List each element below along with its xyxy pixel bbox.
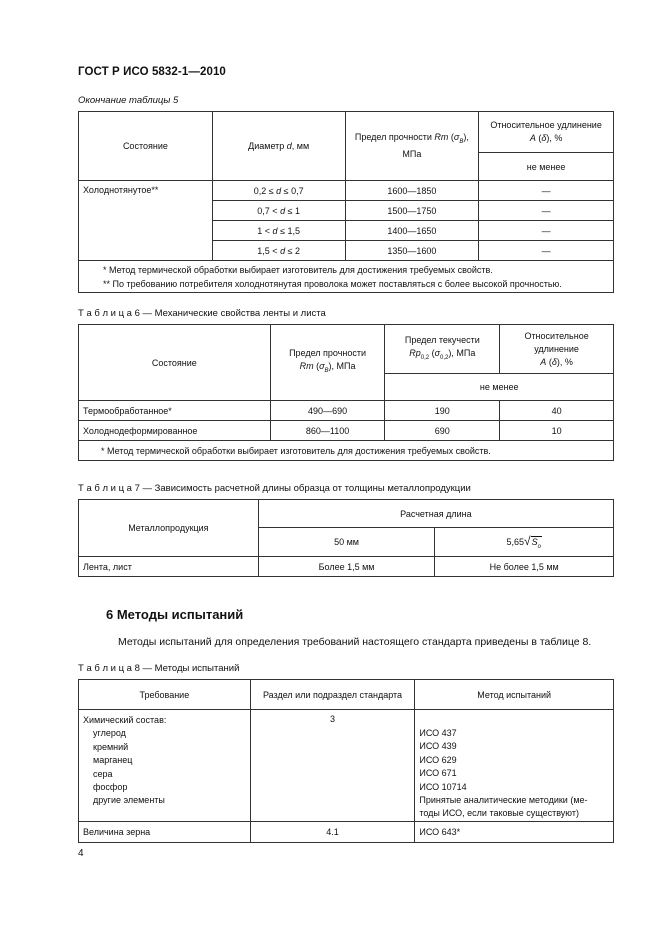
table8-chem-element: кремний (93, 741, 129, 752)
table5-state-cell: Холоднотянутое** (79, 181, 213, 261)
table7-header-product: Металлопродукция (79, 500, 259, 557)
table5-footnote-1: * Метод термической обработки выбирает изготовитель для достижения требуемых свойств. (103, 264, 493, 275)
table6-caption (78, 308, 326, 319)
table7-header-col2: $5,65√S_o$ (435, 528, 614, 557)
table8-header-section: Раздел или подраздел стандарта (250, 680, 415, 710)
table8-chem-method: ИСО 10714 (419, 781, 467, 792)
table8-caption-prefix: Т а б л и ц а 8 (78, 663, 140, 674)
table5-diameter-cell: 1 < d ≤ 1,5 (212, 221, 345, 241)
table6-state-cell: Термообработанное* (79, 401, 271, 421)
table8-chem-method: ИСО 671 (419, 768, 457, 779)
table6-elongation-cell: 40 (500, 401, 614, 421)
table8-chem-extra-method-1: Принятые аналитические методики (ме- (419, 795, 588, 806)
table7-header-col1: 50 мм (258, 528, 435, 557)
table5-elongation-cell: — (479, 221, 614, 241)
table7-col1-cell: Более 1,5 мм (258, 557, 435, 577)
table6-yield-cell: 190 (385, 401, 500, 421)
table8-chem-element: сера (93, 768, 113, 779)
table5-header-elongation: Относительное удлинение A (δ), % (479, 112, 614, 153)
table8-grain-requirement: Величина зерна (79, 821, 251, 842)
table8-header-method: Метод испытаний (415, 680, 614, 710)
table5-diameter-cell: 0,7 < d ≤ 1 (212, 201, 345, 221)
table6 (78, 324, 614, 461)
table6-state-cell: Холоднодеформированное (79, 421, 271, 441)
table7-product-cell: Лента, лист (79, 557, 259, 577)
table8-chem-title: Химический состав: (83, 715, 167, 725)
table6-header-state: Состояние (79, 325, 271, 401)
table7-formula-var: S (531, 537, 538, 548)
table5-strength-cell: 1350—1600 (345, 241, 479, 261)
table8-chem-extra-method-2: тоды ИСО, если таковые существуют) (419, 808, 579, 819)
table7-header-gauge: Расчетная длина (258, 500, 613, 528)
table8-chem-method: ИСО 439 (419, 741, 457, 752)
table5-header-not-less: не менее (479, 153, 614, 181)
table8-chem-method: ИСО 629 (419, 754, 457, 765)
table5-elongation-cell: — (479, 201, 614, 221)
table5-elongation-cell: — (479, 181, 614, 201)
table8-chem-section: 3 (250, 710, 415, 822)
table7-caption-prefix: Т а б л и ц а 7 (78, 483, 140, 494)
table5-header-diameter: Диаметр d, мм (212, 112, 345, 181)
table5-footnote-2: ** По требованию потребителя холоднотянутая проволока может поставляться с более высокой прочностью. (103, 278, 562, 289)
table8-chem-element: фосфор (93, 782, 128, 793)
table8-chem-element: другие элементы (93, 795, 165, 806)
page-number: 4 (78, 848, 84, 859)
table8-grain-method: ИСО 643* (415, 821, 614, 842)
table8-chem-element: марганец (93, 755, 133, 766)
table6-header-elongation: Относительное удлинение A (δ), % (500, 325, 614, 374)
table8-chem-requirement (79, 710, 251, 822)
section6-text: Методы испытаний для определения требований настоящего стандарта приведены в таблице 8. (118, 636, 592, 648)
table8-header-requirement: Требование (79, 680, 251, 710)
table6-elongation-cell: 10 (500, 421, 614, 441)
table7-formula-coef: 5,65 (506, 537, 524, 548)
table7 (78, 499, 614, 577)
table5-diameter-cell: 0,2 ≤ d ≤ 0,7 (212, 181, 345, 201)
table6-strength-cell: 860—1100 (270, 421, 385, 441)
table6-header-strength: Предел прочности Rm $(\sigma_B)$, МПа (270, 325, 385, 401)
table5-caption: Окончание таблицы 5 (78, 95, 179, 106)
table6-footnote: * Метод термической обработки выбирает изготовитель для достижения требуемых свойств. (79, 441, 614, 461)
table8 (78, 679, 614, 843)
table7-caption-text: — Зависимость расчетной длины образца от толщины металлопродукции (139, 483, 471, 494)
table5-strength-cell: 1600—1850 (345, 181, 479, 201)
table5-footnotes (79, 261, 614, 293)
table8-grain-section: 4.1 (250, 821, 415, 842)
table5-header-strength: Предел прочности Rm $(\sigma_B)$, МПа (345, 112, 479, 181)
table6-caption-text: — Механические свойства ленты и листа (139, 308, 326, 319)
table5-header-state: Состояние (79, 112, 213, 181)
table5-strength-cell: 1400—1650 (345, 221, 479, 241)
table6-header-not-less: не менее (385, 374, 614, 401)
table5 (78, 111, 614, 293)
table8-caption (78, 663, 239, 674)
table8-chem-element: углерод (93, 728, 126, 739)
table7-formula-sub: o (537, 543, 541, 550)
table7-caption (78, 483, 471, 494)
table8-chem-methods (415, 710, 614, 822)
table6-caption-prefix: Т а б л и ц а 6 (78, 308, 140, 319)
table6-strength-cell: 490—690 (270, 401, 385, 421)
table5-strength-cell: 1500—1750 (345, 201, 479, 221)
table8-chem-method: ИСО 437 (419, 728, 457, 738)
table6-header-yield: Предел текучести $Rp_{0,2}$ $(\sigma_{0,2})$, МПа (385, 325, 500, 374)
section6-heading: 6 Методы испытаний (106, 607, 244, 622)
table6-yield-cell: 690 (385, 421, 500, 441)
table5-diameter-cell: 1,5 < d ≤ 2 (212, 241, 345, 261)
document-title: ГОСТ Р ИСО 5832-1—2010 (78, 66, 226, 78)
table5-elongation-cell: — (479, 241, 614, 261)
table7-col2-cell: Не более 1,5 мм (435, 557, 614, 577)
table8-caption-text: — Методы испытаний (139, 663, 240, 674)
